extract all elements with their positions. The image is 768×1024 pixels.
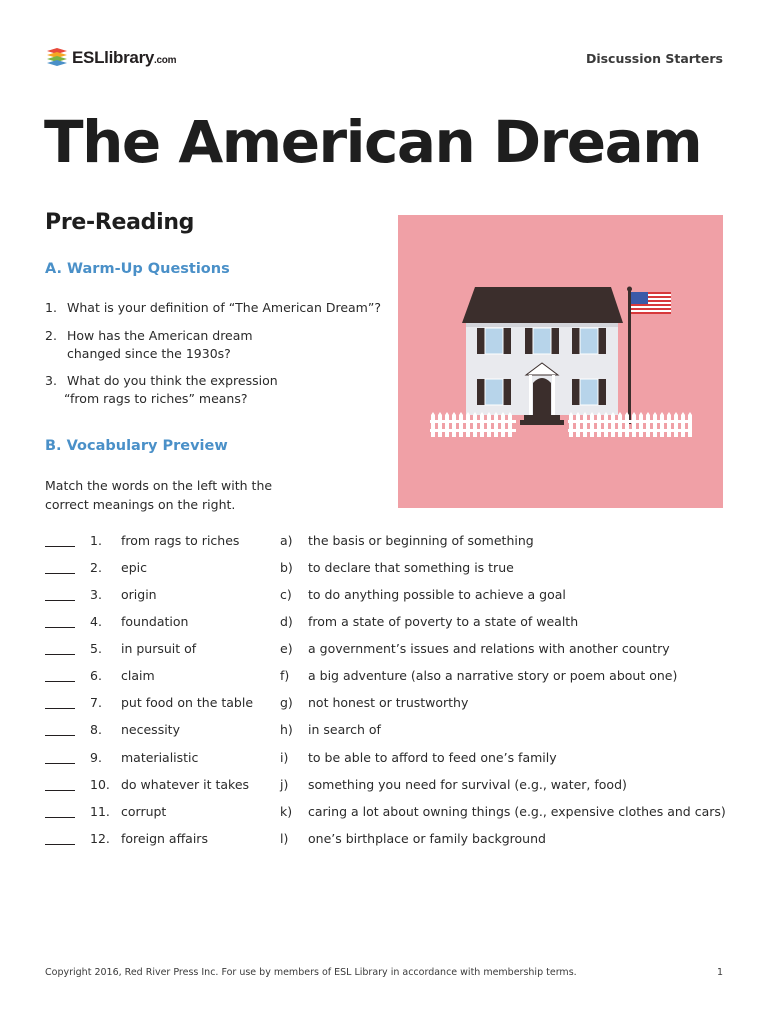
vocab-word: necessity [121, 722, 180, 737]
vocab-heading: B. Vocabulary Preview [45, 438, 228, 454]
warmup-heading: A. Warm-Up Questions [45, 261, 230, 277]
answer-blank[interactable] [45, 735, 75, 736]
vocab-meaning: caring a lot about owning things (e.g., expensive clothes and cars) [308, 804, 726, 819]
vocab-row: 8. necessity h) in search of [45, 722, 735, 742]
answer-blank[interactable] [45, 600, 75, 601]
vocab-word: do whatever it takes [121, 777, 250, 792]
vocab-row: 4. foundation d) from a state of poverty to a state of wealth [45, 614, 735, 634]
vocab-word: foundation [121, 614, 189, 629]
house-illustration [398, 215, 723, 508]
vocab-row: 7. put food on the table g) not honest or trustworthy [45, 695, 735, 715]
vocab-row: 9. materialistic i) to be able to afford to feed one’s family [45, 750, 735, 770]
answer-blank[interactable] [45, 546, 75, 547]
vocab-word: epic [121, 560, 147, 575]
vocab-meaning: one’s birthplace or family background [308, 831, 546, 846]
vocab-row: 5. in pursuit of e) a government’s issues and relations with another country [45, 641, 735, 661]
vocab-row: 11. corrupt k) caring a lot about owning things (e.g., expensive clothes and cars) [45, 804, 735, 824]
answer-blank[interactable] [45, 654, 75, 655]
answer-blank[interactable] [45, 627, 75, 628]
vocab-word: claim [121, 668, 155, 683]
vocab-meaning: to do anything possible to achieve a goal [308, 587, 566, 602]
vocab-meaning: something you need for survival (e.g., water, food) [308, 777, 627, 792]
vocab-meaning: from a state of poverty to a state of wealth [308, 614, 579, 629]
vocab-row: 3. origin c) to do anything possible to achieve a goal [45, 587, 735, 607]
vocab-word: from rags to riches [121, 533, 240, 548]
vocab-row: 2. epic b) to declare that something is true [45, 560, 735, 580]
vocab-meaning: in search of [308, 722, 381, 737]
vocab-meaning: to declare that something is true [308, 560, 514, 575]
logo-text: ESLlibrary.com [72, 48, 177, 67]
warmup-question: 1. What is your definition of “The American Dream”? [45, 300, 381, 315]
answer-blank[interactable] [45, 763, 75, 764]
vocab-word: foreign affairs [121, 831, 208, 846]
vocab-word: corrupt [121, 804, 167, 819]
copyright-footer: Copyright 2016, Red River Press Inc. For use by members of ESL Library in accordance with membership terms. [45, 967, 577, 978]
answer-blank[interactable] [45, 844, 75, 845]
esl-library-logo [45, 44, 176, 72]
vocab-word: origin [121, 587, 157, 602]
house-with-flag-icon [398, 215, 723, 508]
vocab-meaning: the basis or beginning of something [308, 533, 534, 548]
answer-blank[interactable] [45, 817, 75, 818]
logo-book-icon [45, 46, 69, 70]
answer-blank[interactable] [45, 573, 75, 574]
vocab-meaning: a big adventure (also a narrative story or poem about one) [308, 668, 678, 683]
vocab-row: 10. do whatever it takes j) something you need for survival (e.g., water, food) [45, 777, 735, 797]
warmup-question: 3. What do you think the expression “from rags to riches” means? [45, 373, 278, 406]
category-label: Discussion Starters [585, 51, 723, 66]
vocab-meaning: to be able to afford to feed one’s family [308, 750, 557, 765]
warmup-question: 2. How has the American dream changed since the 1930s? [45, 328, 253, 361]
vocab-row: 6. claim f) a big adventure (also a narrative story or poem about one) [45, 668, 735, 688]
vocab-word: materialistic [121, 750, 199, 765]
vocab-row: 12. foreign affairs l) one’s birthplace or family background [45, 831, 735, 851]
vocab-meaning: a government’s issues and relations with another country [308, 641, 670, 656]
answer-blank[interactable] [45, 681, 75, 682]
vocab-instructions: Match the words on the left with the correct meanings on the right. [45, 478, 273, 512]
page-number: 1 [716, 967, 723, 978]
answer-blank[interactable] [45, 790, 75, 791]
page-title: The American Dream [44, 108, 702, 176]
vocab-word: in pursuit of [121, 641, 197, 656]
section-title: Pre-Reading [45, 210, 195, 235]
answer-blank[interactable] [45, 708, 75, 709]
vocab-meaning: not honest or trustworthy [308, 695, 469, 710]
vocab-row: 1. from rags to riches a) the basis or beginning of something [45, 533, 735, 553]
vocab-word: put food on the table [121, 695, 254, 710]
